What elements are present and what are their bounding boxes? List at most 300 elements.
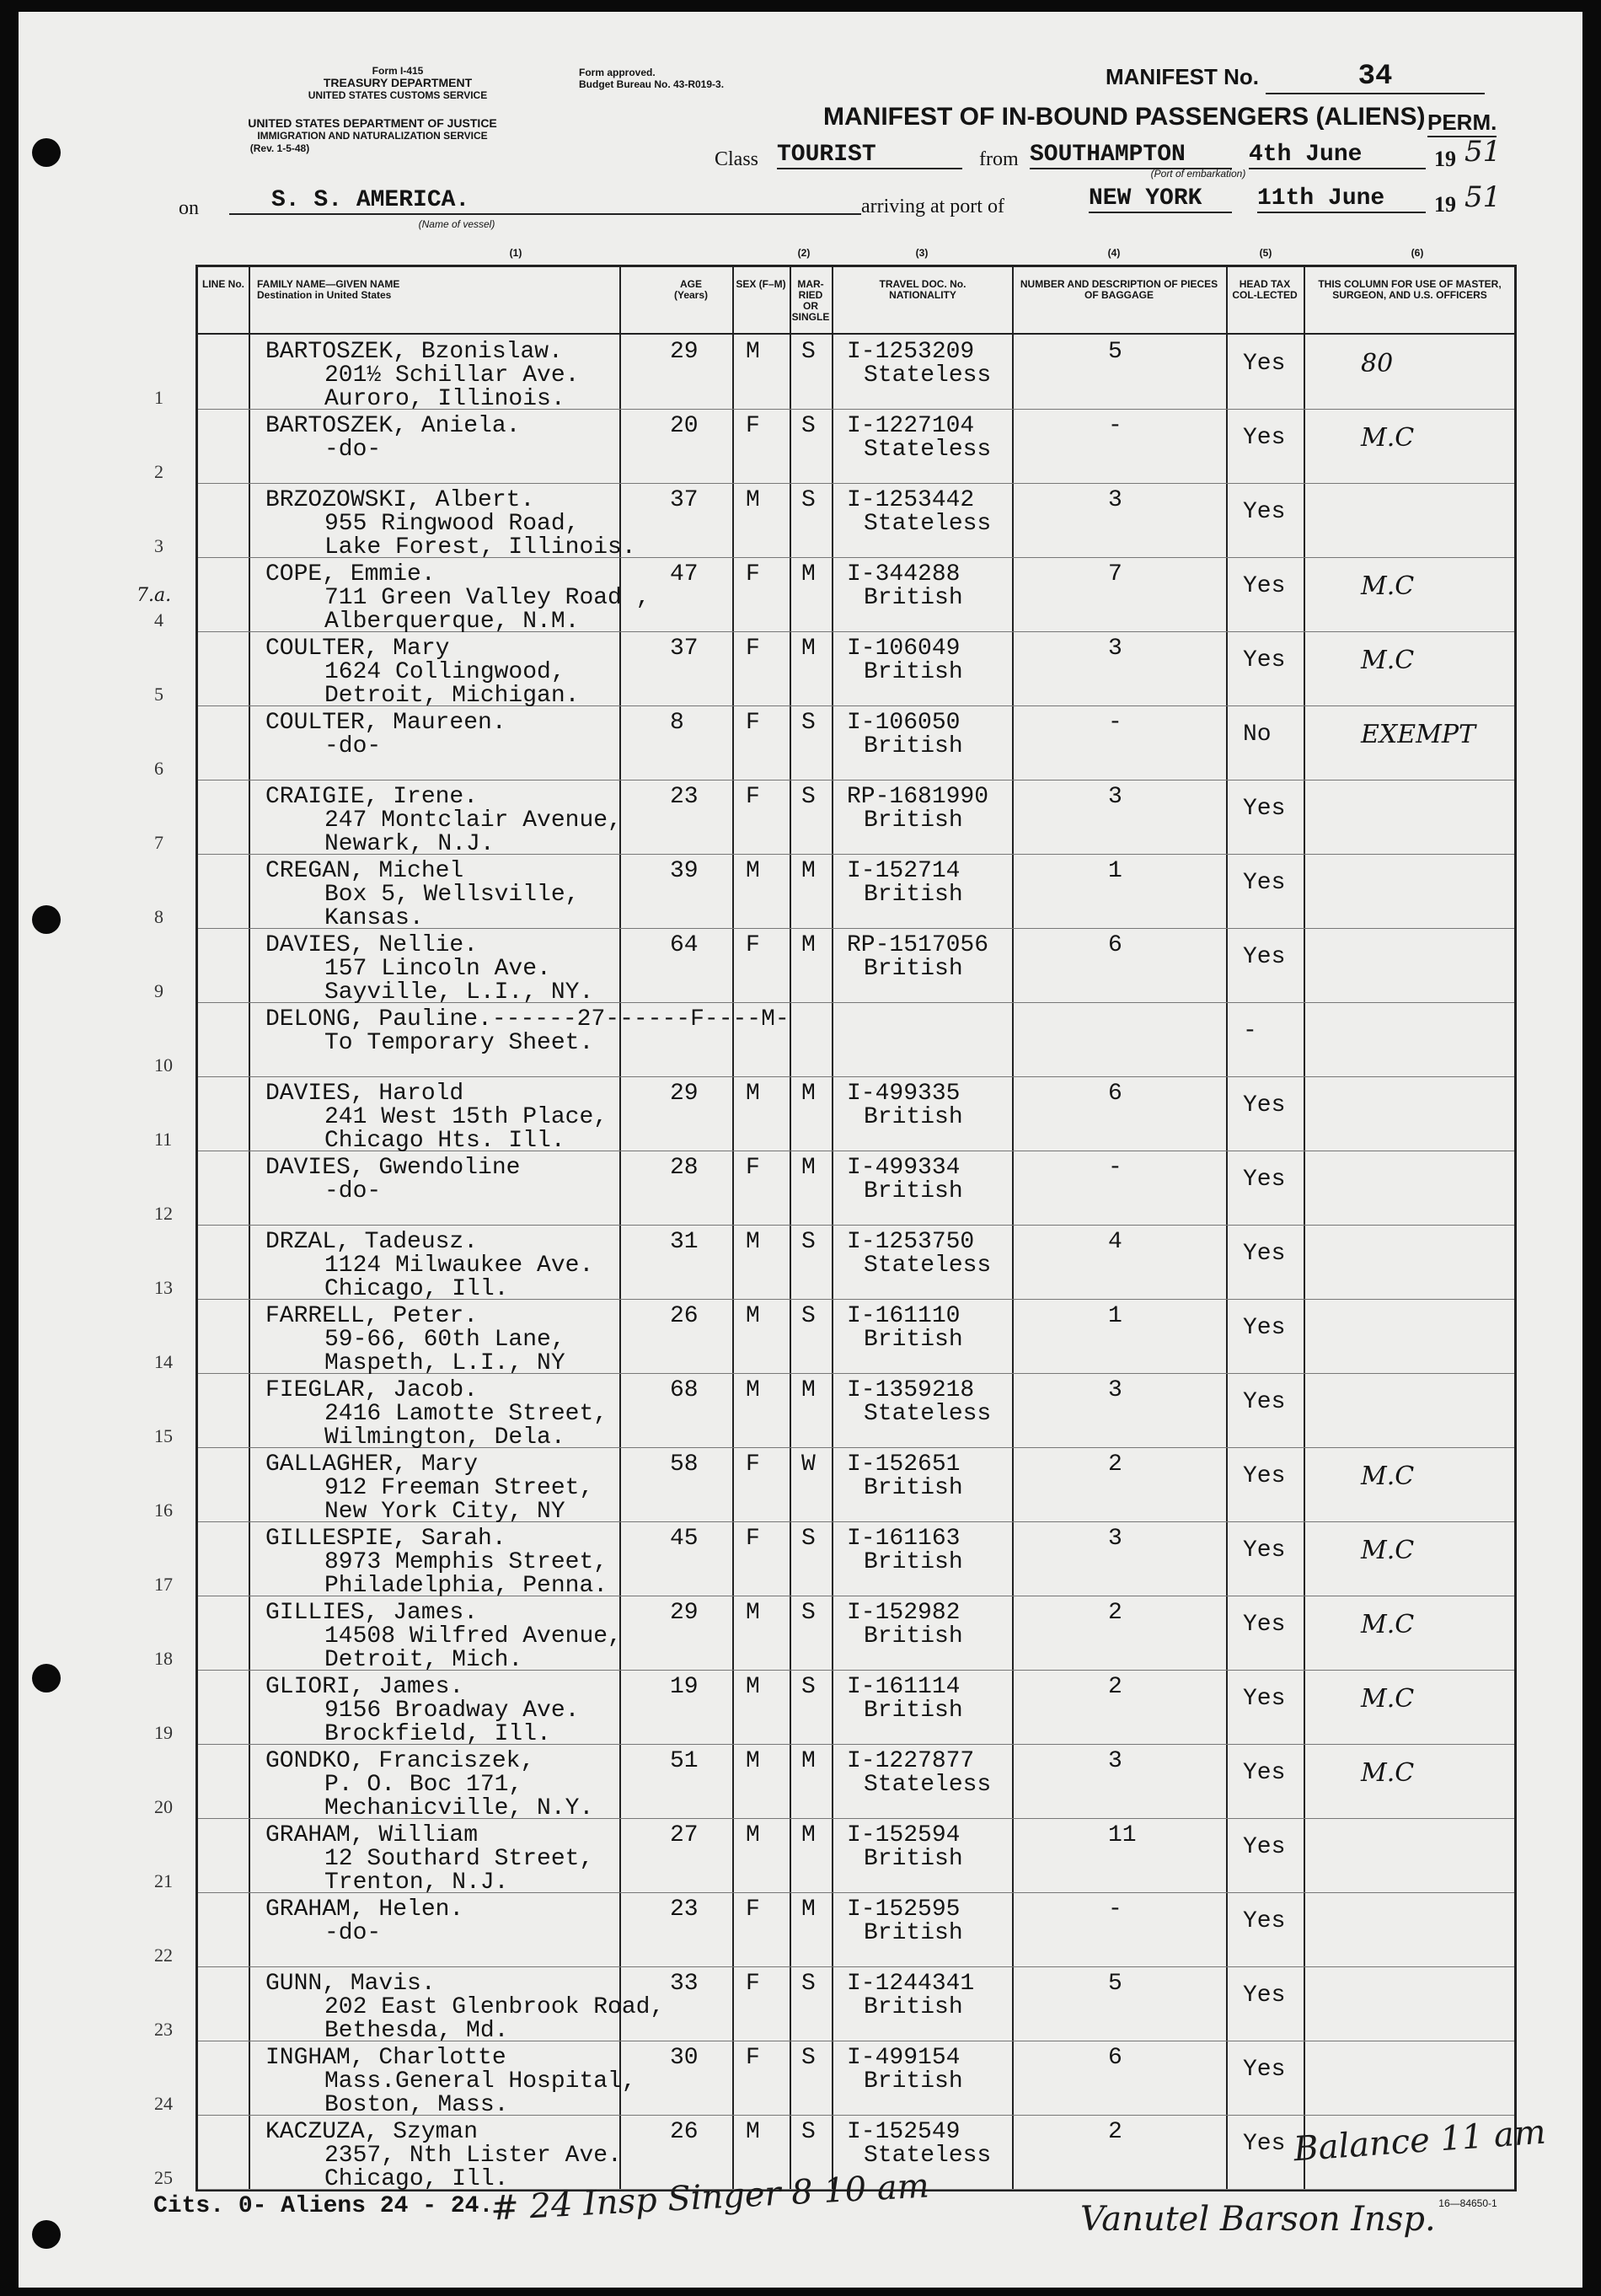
table-row bbox=[154, 1966, 1514, 2044]
table-row bbox=[154, 335, 1514, 412]
cell-addr2: Chicago Hts. Ill. bbox=[324, 1128, 565, 1154]
cell-bag: 3 bbox=[1108, 1526, 1122, 1552]
manifest-title: MANIFEST OF IN-BOUND PASSENGERS (ALIENS) bbox=[823, 103, 1426, 131]
cell-name: BARTOSZEK, Aniela. bbox=[265, 413, 521, 439]
cell-ms: M bbox=[801, 1822, 816, 1848]
cell-age: 68 bbox=[670, 1377, 699, 1403]
col-line-header: LINE No. bbox=[202, 278, 244, 290]
cell-name: DAVIES, Nellie. bbox=[265, 932, 479, 958]
cell-nat: Stateless bbox=[864, 511, 992, 537]
cell-bag: 3 bbox=[1108, 1377, 1122, 1403]
cell-note: M.C bbox=[1361, 1684, 1415, 1714]
cell-name: BRZOZOWSKI, Albert. bbox=[265, 487, 535, 513]
cell-line: 10 bbox=[154, 1054, 173, 1076]
arriving-label: arriving at port of bbox=[861, 196, 1004, 217]
cell-name: CREGAN, Michel bbox=[265, 858, 464, 884]
vessel-caption: (Name of vessel) bbox=[418, 218, 495, 230]
arrival-date: 11th June bbox=[1257, 185, 1426, 213]
cell-line: 24 bbox=[154, 2093, 173, 2114]
cell-addr1: 955 Ringwood Road, bbox=[324, 511, 580, 537]
cell-addr1: 2357, Nth Lister Ave. bbox=[324, 2143, 622, 2169]
justice-dept: UNITED STATES DEPARTMENT OF JUSTICE bbox=[248, 116, 497, 130]
cell-addr1: 247 Montclair Avenue, bbox=[324, 807, 622, 834]
cell-age: 45 bbox=[670, 1526, 699, 1552]
cell-name: GUNN, Mavis. bbox=[265, 1971, 436, 1997]
cell-ms: S bbox=[801, 1526, 816, 1552]
cell-line: 16 bbox=[154, 1499, 173, 1521]
cell-bag: 3 bbox=[1108, 487, 1122, 513]
cell-sex: M bbox=[746, 1081, 760, 1107]
cell-doc: I-152651 bbox=[847, 1451, 961, 1478]
cell-tax: Yes bbox=[1243, 1760, 1286, 1786]
cell-nat: British bbox=[864, 1475, 963, 1501]
cell-sex: F bbox=[746, 784, 760, 810]
manifest-label: MANIFEST No. bbox=[1106, 64, 1259, 89]
cell-doc: RP-1517056 bbox=[847, 932, 989, 958]
cell-nat: British bbox=[864, 1920, 963, 1946]
col-name-header: FAMILY NAME—GIVEN NAME Destination in United States bbox=[257, 278, 400, 301]
cell-addr2: Chicago, Ill. bbox=[324, 2166, 509, 2192]
cell-bag: 5 bbox=[1108, 339, 1122, 365]
cell-addr1: To Temporary Sheet. bbox=[324, 1030, 594, 1056]
cell-addr2: Bethesda, Md. bbox=[324, 2018, 509, 2044]
cell-doc: I-1359218 bbox=[847, 1377, 975, 1403]
cell-name: DAVIES, Gwendoline bbox=[265, 1155, 521, 1181]
cell-note: M.C bbox=[1361, 423, 1415, 453]
cell-bag: 3 bbox=[1108, 636, 1122, 662]
cell-sex: M bbox=[746, 1600, 760, 1626]
cell-nat: Stateless bbox=[864, 1253, 992, 1279]
cell-doc: I-499335 bbox=[847, 1081, 961, 1107]
cell-age: 58 bbox=[670, 1451, 699, 1478]
cell-doc: I-106050 bbox=[847, 710, 961, 736]
cell-sex: M bbox=[746, 339, 760, 365]
cell-addr2: Boston, Mass. bbox=[324, 2092, 509, 2118]
on-label: on bbox=[179, 197, 199, 219]
cell-age: 51 bbox=[670, 1748, 699, 1774]
cell-tax: Yes bbox=[1243, 1834, 1286, 1860]
cell-bag: 2 bbox=[1108, 1674, 1122, 1700]
cell-tax: Yes bbox=[1243, 647, 1286, 673]
cell-doc: I-499334 bbox=[847, 1155, 961, 1181]
cell-line: 2 bbox=[154, 461, 163, 482]
cell-name: FIEGLAR, Jacob. bbox=[265, 1377, 479, 1403]
cell-age: 26 bbox=[670, 2119, 699, 2145]
cell-tax: Yes bbox=[1243, 1686, 1286, 1712]
cell-doc: I-152549 bbox=[847, 2119, 961, 2145]
cell-ms: S bbox=[801, 339, 816, 365]
cell-tax: Yes bbox=[1243, 1537, 1286, 1564]
binder-hole bbox=[32, 2220, 61, 2249]
cell-name: INGHAM, Charlotte bbox=[265, 2045, 506, 2071]
manifest-sheet bbox=[19, 12, 1582, 2288]
cell-line: 25 bbox=[154, 2167, 173, 2188]
cell-note: M.C bbox=[1361, 1536, 1415, 1565]
cell-ms: S bbox=[801, 784, 816, 810]
cell-line: 13 bbox=[154, 1277, 173, 1298]
col-baggage-header: NUMBER AND DESCRIPTION OF PIECES OF BAGGAGE bbox=[1020, 278, 1218, 301]
cell-bag: 2 bbox=[1108, 1600, 1122, 1626]
embark-year: 51 bbox=[1464, 135, 1502, 169]
cell-addr1: -do- bbox=[324, 437, 382, 463]
vessel-name: S. S. AMERICA. bbox=[229, 187, 861, 215]
cell-tax: Yes bbox=[1243, 1908, 1286, 1934]
cell-addr2: Wilmington, Dela. bbox=[324, 1424, 565, 1451]
embark-year-prefix: 19 bbox=[1434, 147, 1456, 171]
cell-name: FARRELL, Peter. bbox=[265, 1303, 479, 1329]
cell-addr2: New York City, NY bbox=[324, 1499, 565, 1525]
cell-nat: British bbox=[864, 1846, 963, 1872]
cell-name: GLIORI, James. bbox=[265, 1674, 464, 1700]
cell-sex: F bbox=[746, 413, 760, 439]
print-code: 16—84650-1 bbox=[1438, 2197, 1497, 2209]
cell-tax: Yes bbox=[1243, 944, 1286, 970]
cell-tax: Yes bbox=[1243, 425, 1286, 451]
binder-hole bbox=[32, 1664, 61, 1692]
cell-note: M.C bbox=[1361, 571, 1415, 601]
cell-addr2: Maspeth, L.I., NY bbox=[324, 1350, 565, 1376]
cell-addr1: -do- bbox=[324, 1920, 382, 1946]
cell-doc: RP-1681990 bbox=[847, 784, 989, 810]
cell-line: 14 bbox=[154, 1351, 173, 1372]
table-row bbox=[154, 631, 1514, 709]
cell-sex: M bbox=[746, 1674, 760, 1700]
cell-tax: Yes bbox=[1243, 796, 1286, 822]
cell-sex: F bbox=[746, 1896, 760, 1923]
cell-addr1: Box 5, Wellsville, bbox=[324, 882, 580, 908]
cell-ms: W bbox=[801, 1451, 816, 1478]
cell-bag: 11 bbox=[1108, 1822, 1137, 1848]
cell-age: 29 bbox=[670, 1081, 699, 1107]
cell-doc: I-499154 bbox=[847, 2045, 961, 2071]
cell-name: COPE, Emmie. bbox=[265, 561, 436, 587]
table-row bbox=[154, 1076, 1514, 1154]
cell-tax: Yes bbox=[1243, 1389, 1286, 1415]
cell-line: 11 bbox=[154, 1129, 173, 1150]
cell-doc: I-152594 bbox=[847, 1822, 961, 1848]
cell-name: CRAIGIE, Irene. bbox=[265, 784, 479, 810]
cell-addr1: 1624 Collingwood, bbox=[324, 659, 565, 685]
cell-addr1: 1124 Milwaukee Ave. bbox=[324, 1253, 594, 1279]
cell-addr2: Chicago, Ill. bbox=[324, 1276, 509, 1302]
table-row bbox=[154, 483, 1514, 561]
cell-addr1: 14508 Wilfred Avenue, bbox=[324, 1623, 622, 1650]
cell-nat: British bbox=[864, 1698, 963, 1724]
inspector-signature: Vanutel Barson Insp. bbox=[1080, 2200, 1436, 2239]
binder-hole bbox=[32, 905, 61, 934]
table-row bbox=[154, 928, 1514, 1006]
cell-line: 23 bbox=[154, 2019, 173, 2040]
cell-ms: M bbox=[801, 1896, 816, 1923]
cell-note: M.C bbox=[1361, 646, 1415, 675]
port-embarkation-caption: (Port of embarkation) bbox=[1150, 168, 1246, 180]
cell-addr1: 912 Freeman Street, bbox=[324, 1475, 594, 1501]
cell-doc: I-161110 bbox=[847, 1303, 961, 1329]
cell-doc: I-152982 bbox=[847, 1600, 961, 1626]
cell-name: GILLIES, James. bbox=[265, 1600, 479, 1626]
cell-sex: F bbox=[746, 1451, 760, 1478]
table-row bbox=[154, 705, 1514, 781]
cell-nat: British bbox=[864, 659, 963, 685]
cell-sex: M bbox=[746, 2119, 760, 2145]
cell-ms: S bbox=[801, 1971, 816, 1997]
cell-ms: S bbox=[801, 413, 816, 439]
cell-tax: Yes bbox=[1243, 351, 1286, 377]
cell-addr2: Philadelphia, Penna. bbox=[324, 1573, 608, 1599]
cell-age: 37 bbox=[670, 487, 699, 513]
arrival-year-prefix: 19 bbox=[1434, 192, 1456, 217]
inspection-note: # 24 Insp Singer 8 10 am bbox=[490, 2166, 930, 2229]
cell-ms: M bbox=[801, 561, 816, 587]
cell-bag: 6 bbox=[1108, 1081, 1122, 1107]
cell-age: 23 bbox=[670, 1896, 699, 1923]
cell-line: 1 bbox=[154, 387, 163, 408]
cell-note: M.C bbox=[1361, 1758, 1415, 1788]
cell-addr1: 2416 Lamotte Street, bbox=[324, 1401, 608, 1427]
cell-nat: British bbox=[864, 733, 963, 759]
table-row bbox=[154, 409, 1514, 484]
cell-addr1: 9156 Broadway Ave. bbox=[324, 1698, 580, 1724]
arrival-port: NEW YORK bbox=[1089, 185, 1232, 213]
table-row bbox=[154, 1596, 1514, 1673]
cell-bag: 3 bbox=[1108, 1748, 1122, 1774]
cell-nat: Stateless bbox=[864, 1772, 992, 1798]
cell-sex: F bbox=[746, 710, 760, 736]
cell-bag: 3 bbox=[1108, 784, 1122, 810]
cell-line: 4 bbox=[154, 609, 163, 630]
cell-addr2: Sayville, L.I., NY. bbox=[324, 979, 594, 1006]
cell-sex: M bbox=[746, 1229, 760, 1255]
cell-line: 18 bbox=[154, 1648, 173, 1669]
balance-note: Balance 11 am bbox=[1292, 2112, 1548, 2170]
cell-ms: M bbox=[801, 1748, 816, 1774]
cell-sex: F bbox=[746, 561, 760, 587]
cell-note: M.C bbox=[1361, 1462, 1415, 1491]
cell-age: 64 bbox=[670, 932, 699, 958]
cell-sex: F bbox=[746, 1155, 760, 1181]
cell-sex: M bbox=[746, 1377, 760, 1403]
cell-nat: Stateless bbox=[864, 2143, 992, 2169]
cell-line: 19 bbox=[154, 1722, 173, 1743]
col-num: (5) bbox=[1259, 247, 1272, 259]
cell-addr2: Brockfield, Ill. bbox=[324, 1721, 551, 1747]
cell-line: 3 bbox=[154, 535, 163, 556]
cell-bag: 7 bbox=[1108, 561, 1122, 587]
cell-addr1: -do- bbox=[324, 733, 382, 759]
cell-name: GILLESPIE, Sarah. bbox=[265, 1526, 506, 1552]
cell-sex: F bbox=[746, 2045, 760, 2071]
cell-addr2: Alberquerque, N.M. bbox=[324, 609, 580, 635]
cell-age: 26 bbox=[670, 1303, 699, 1329]
cell-addr2: Newark, N.J. bbox=[324, 831, 495, 857]
cell-sex: M bbox=[746, 1748, 760, 1774]
col-travel-header: TRAVEL DOC. No. NATIONALITY bbox=[879, 278, 966, 301]
cell-ms: S bbox=[801, 2119, 816, 2145]
cell-sex: F bbox=[746, 1526, 760, 1552]
cell-bag: 2 bbox=[1108, 1451, 1122, 1478]
cell-doc: I-1244341 bbox=[847, 1971, 975, 1997]
col-num: (2) bbox=[797, 247, 811, 259]
cell-name: GALLAGHER, Mary bbox=[265, 1451, 479, 1478]
cell-bag: 6 bbox=[1108, 2045, 1122, 2071]
cell-addr2: Detroit, Mich. bbox=[324, 1647, 523, 1673]
cell-tax: Yes bbox=[1243, 2057, 1286, 2083]
cell-age: 29 bbox=[670, 1600, 699, 1626]
cell-tax: Yes bbox=[1243, 1092, 1286, 1118]
cell-line: 5 bbox=[154, 684, 163, 705]
cell-name: GONDKO, Franciszek, bbox=[265, 1748, 535, 1774]
col-headtax-header: HEAD TAX COL-LECTED bbox=[1232, 278, 1298, 301]
cell-tax: Yes bbox=[1243, 499, 1286, 525]
col-officers-header: THIS COLUMN FOR USE OF MASTER, SURGEON, AND U.S. OFFICERS bbox=[1318, 278, 1502, 301]
cell-note: M.C bbox=[1361, 1610, 1415, 1639]
cell-nat: Stateless bbox=[864, 1401, 992, 1427]
cell-nat: British bbox=[864, 1549, 963, 1575]
cell-tax: - bbox=[1243, 1018, 1257, 1044]
cell-doc: I-161163 bbox=[847, 1526, 961, 1552]
cell-tax: Yes bbox=[1243, 1463, 1286, 1489]
cell-sex: M bbox=[746, 1822, 760, 1848]
cell-addr1: 12 Southard Street, bbox=[324, 1846, 594, 1872]
cell-bag: - bbox=[1108, 1896, 1122, 1923]
totals-line: Cits. 0- Aliens 24 - 24. bbox=[153, 2193, 494, 2219]
cell-bag: - bbox=[1108, 1155, 1122, 1181]
cell-line: 6 bbox=[154, 758, 163, 779]
cell-line: 8 bbox=[154, 906, 163, 927]
col-num: (4) bbox=[1107, 247, 1121, 259]
cell-doc: I-1227877 bbox=[847, 1748, 975, 1774]
perm-label: PERM. bbox=[1427, 110, 1497, 137]
cell-sex: M bbox=[746, 1303, 760, 1329]
cell-bag: 1 bbox=[1108, 858, 1122, 884]
cell-ms: S bbox=[801, 1229, 816, 1255]
cell-age: 28 bbox=[670, 1155, 699, 1181]
cell-addr1: -do- bbox=[324, 1178, 382, 1204]
table-row bbox=[154, 1225, 1514, 1302]
cell-ms: M bbox=[801, 636, 816, 662]
cell-ms: M bbox=[801, 932, 816, 958]
class-label: Class bbox=[715, 148, 759, 170]
cell-line: 15 bbox=[154, 1425, 173, 1446]
cell-line: 22 bbox=[154, 1945, 173, 1966]
cell-nat: British bbox=[864, 1104, 963, 1130]
revision: (Rev. 1-5-48) bbox=[249, 142, 310, 154]
cell-tax: Yes bbox=[1243, 2131, 1286, 2157]
cell-bag: 4 bbox=[1108, 1229, 1122, 1255]
cell-sex: M bbox=[746, 858, 760, 884]
cell-addr1: 59-66, 60th Lane, bbox=[324, 1327, 565, 1353]
table-row bbox=[154, 1299, 1514, 1376]
cell-addr2: Detroit, Michigan. bbox=[324, 683, 580, 709]
cell-line: 20 bbox=[154, 1796, 173, 1817]
table-row bbox=[154, 1744, 1514, 1821]
cell-note: 80 bbox=[1361, 349, 1394, 378]
manifest-number: 34 bbox=[1266, 61, 1485, 94]
col-num: (3) bbox=[915, 247, 929, 259]
cell-sex: F bbox=[746, 932, 760, 958]
table-row bbox=[154, 854, 1514, 931]
table-row bbox=[154, 1670, 1514, 1747]
treasury-dept: TREASURY DEPARTMENT bbox=[323, 76, 473, 89]
cell-ms: S bbox=[801, 2045, 816, 2071]
cell-addr1: 241 West 15th Place, bbox=[324, 1104, 608, 1130]
cell-age: 33 bbox=[670, 1971, 699, 1997]
form-number: Form I-415 bbox=[372, 65, 424, 77]
cell-tax: No bbox=[1243, 722, 1272, 748]
form-approved: Form approved. bbox=[579, 67, 656, 78]
cell-nat: Stateless bbox=[864, 362, 992, 389]
cell-nat: British bbox=[864, 1994, 963, 2020]
cell-nat: British bbox=[864, 807, 963, 834]
cell-addr1: Mass.General Hospital, bbox=[324, 2068, 636, 2095]
cell-doc: I-152714 bbox=[847, 858, 961, 884]
cell-tax: Yes bbox=[1243, 1241, 1286, 1267]
cell-age: 8 bbox=[670, 710, 684, 736]
table-row bbox=[154, 1892, 1514, 1967]
cell-age: 19 bbox=[670, 1674, 699, 1700]
cell-addr2: Auroro, Illinois. bbox=[324, 386, 565, 412]
cell-bag: - bbox=[1108, 413, 1122, 439]
cell-addr2: Kansas. bbox=[324, 905, 424, 931]
cell-nat: Stateless bbox=[864, 437, 992, 463]
cell-nat: British bbox=[864, 882, 963, 908]
cell-addr1: P. O. Boc 171, bbox=[324, 1772, 523, 1798]
embarkation-port: SOUTHAMPTON bbox=[1030, 142, 1232, 169]
cell-ms: S bbox=[801, 1600, 816, 1626]
cell-doc: I-1227104 bbox=[847, 413, 975, 439]
cell-age: 31 bbox=[670, 1229, 699, 1255]
cell-name: DAVIES, Harold bbox=[265, 1081, 464, 1107]
cell-age: 23 bbox=[670, 784, 699, 810]
cell-nat: British bbox=[864, 1623, 963, 1650]
table-row bbox=[154, 780, 1514, 857]
cell-name: DELONG, Pauline.------27------F----M- bbox=[265, 1006, 790, 1033]
cell-name: GRAHAM, William bbox=[265, 1822, 479, 1848]
col-age-header: AGE (Years) bbox=[673, 278, 709, 301]
cell-ms: S bbox=[801, 1303, 816, 1329]
cell-ms: M bbox=[801, 1081, 816, 1107]
cell-age: 30 bbox=[670, 2045, 699, 2071]
cell-tax: Yes bbox=[1243, 1982, 1286, 2009]
cell-sex: F bbox=[746, 1971, 760, 1997]
cell-sex: F bbox=[746, 636, 760, 662]
arrival-year: 51 bbox=[1464, 180, 1502, 214]
cell-ms: S bbox=[801, 710, 816, 736]
cell-ms: S bbox=[801, 487, 816, 513]
cell-addr1: 8973 Memphis Street, bbox=[324, 1549, 608, 1575]
table-row bbox=[154, 1447, 1514, 1525]
cell-doc: I-161114 bbox=[847, 1674, 961, 1700]
table-row bbox=[154, 1373, 1514, 1451]
cell-age: 47 bbox=[670, 561, 699, 587]
table-row bbox=[154, 2041, 1514, 2118]
cell-line: 9 bbox=[154, 980, 163, 1001]
cell-name: BARTOSZEK, Bzonislaw. bbox=[265, 339, 563, 365]
col-married-header: MAR-RIED OR SINGLE bbox=[791, 278, 830, 323]
cell-note: EXEMPT bbox=[1361, 720, 1476, 749]
cell-ms: M bbox=[801, 858, 816, 884]
cell-nat: British bbox=[864, 2068, 963, 2095]
cell-line: 12 bbox=[154, 1203, 173, 1224]
cell-tax: Yes bbox=[1243, 1612, 1286, 1638]
cell-tax: Yes bbox=[1243, 1315, 1286, 1341]
embarkation-date: 4th June bbox=[1249, 142, 1426, 169]
cell-doc: I-1253209 bbox=[847, 339, 975, 365]
cell-name: DRZAL, Tadeusz. bbox=[265, 1229, 479, 1255]
table-row bbox=[154, 1521, 1514, 1599]
cell-bag: 6 bbox=[1108, 932, 1122, 958]
cell-bag: - bbox=[1108, 710, 1122, 736]
